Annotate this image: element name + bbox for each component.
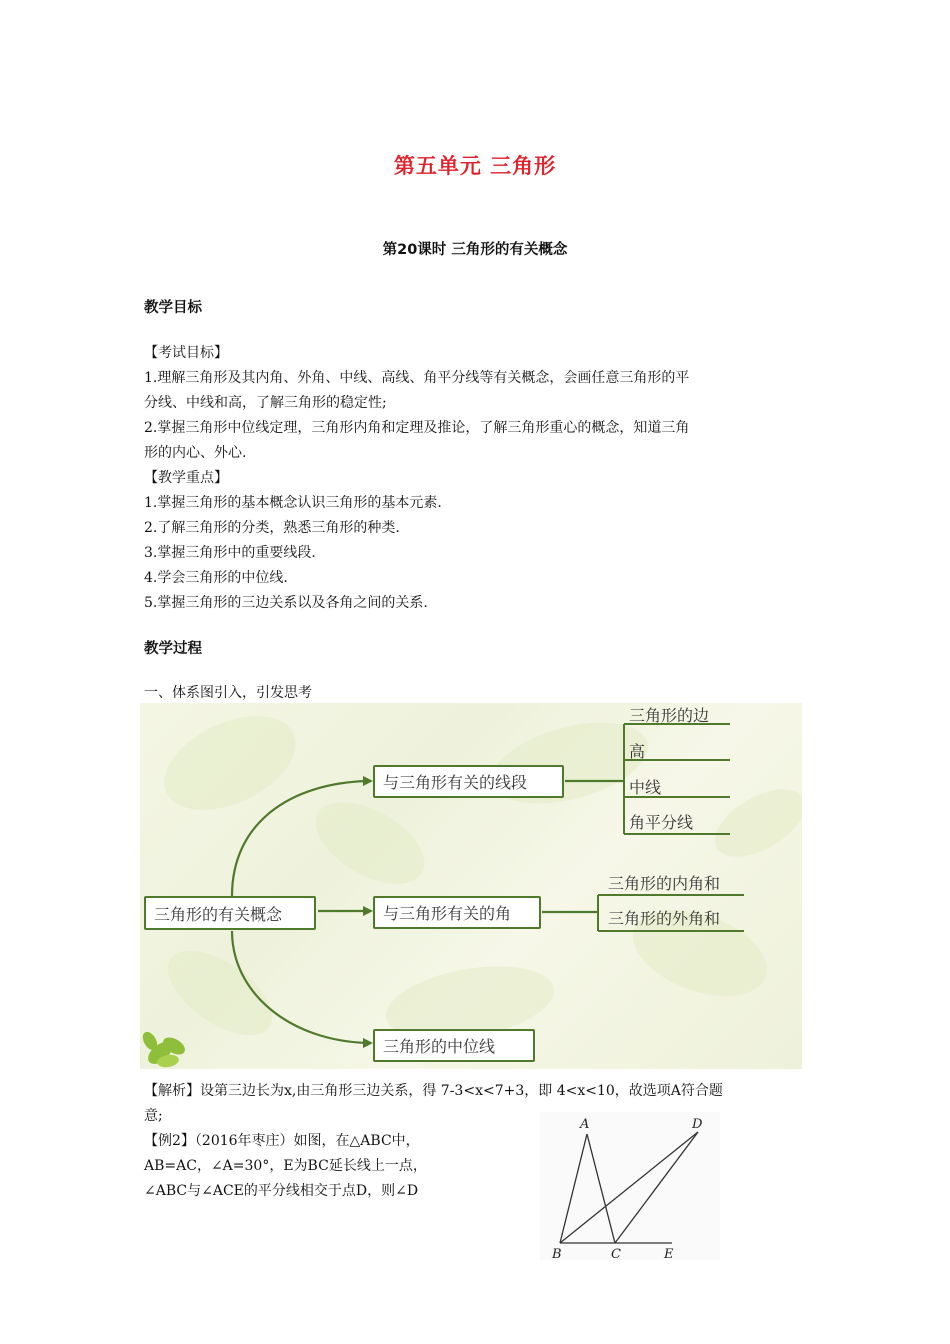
segment-item-sides: 三角形的边 <box>629 706 710 725</box>
key-point: 2.了解三角形的分类，熟悉三角形的种类. <box>144 520 400 536</box>
segment-item-bisector: 角平分线 <box>629 813 694 832</box>
exam-goal-line: 1.理解三角形及其内角、外角、中线、高线、角平分线等有关概念，会画任意三角形的平 <box>144 370 690 386</box>
label-d: D <box>692 1117 703 1132</box>
label-c: C <box>611 1247 621 1260</box>
example-line: AB=AC，∠A=30°，E为BC延长线上一点， <box>144 1158 427 1174</box>
key-point: 4.学会三角形的中位线. <box>144 570 288 586</box>
concept-root-node: 三角形的有关概念 <box>144 896 316 930</box>
goals-heading: 教学目标 <box>144 300 202 316</box>
midline-node: 三角形的中位线 <box>373 1029 535 1062</box>
key-points-label: 【教学重点】 <box>144 470 228 486</box>
leaf-decoration <box>140 1029 188 1068</box>
analysis-line: 意; <box>144 1108 163 1124</box>
angles-node: 与三角形有关的角 <box>373 896 541 929</box>
label-a: A <box>580 1117 590 1132</box>
key-point: 5.掌握三角形的三边关系以及各角之间的关系. <box>144 595 428 611</box>
lesson-title: 第20课时 三角形的有关概念 <box>382 242 568 258</box>
analysis-line: 【解析】设第三边长为x,由三角形三边关系，得 7-3<x<7+3，即 4<x<10，故选项A符合题 <box>144 1083 723 1099</box>
example-line: 【例2】（2016年枣庄）如图，在△ABC中， <box>144 1133 420 1149</box>
concept-map <box>140 703 802 1069</box>
label-b: B <box>552 1247 562 1260</box>
example-line: ∠ABC与∠ACE的平分线相交于点D，则∠D <box>144 1183 419 1199</box>
triangle-figure <box>540 1112 720 1260</box>
angle-item-exterior: 三角形的外角和 <box>608 909 721 928</box>
segments-node: 与三角形有关的线段 <box>373 765 564 798</box>
exam-goal-line: 分线、中线和高，了解三角形的稳定性; <box>144 395 387 411</box>
key-point: 3.掌握三角形中的重要线段. <box>144 545 316 561</box>
segment-item-median: 中线 <box>629 778 662 797</box>
exam-goals-label: 【考试目标】 <box>144 345 228 361</box>
key-point: 1.掌握三角形的基本概念认识三角形的基本元素. <box>144 495 442 511</box>
intro-line: 一、体系图引入，引发思考 <box>144 685 312 701</box>
angle-item-interior: 三角形的内角和 <box>608 874 721 893</box>
process-heading: 教学过程 <box>144 641 202 657</box>
unit-title: 第五单元 三角形 <box>393 154 557 178</box>
label-e: E <box>664 1247 674 1260</box>
exam-goal-line: 2.掌握三角形中位线定理，三角形内角和定理及推论，了解三角形重心的概念，知道三角 <box>144 420 690 436</box>
exam-goal-line: 形的内心、外心. <box>144 445 247 461</box>
segment-item-altitude: 高 <box>629 742 646 761</box>
